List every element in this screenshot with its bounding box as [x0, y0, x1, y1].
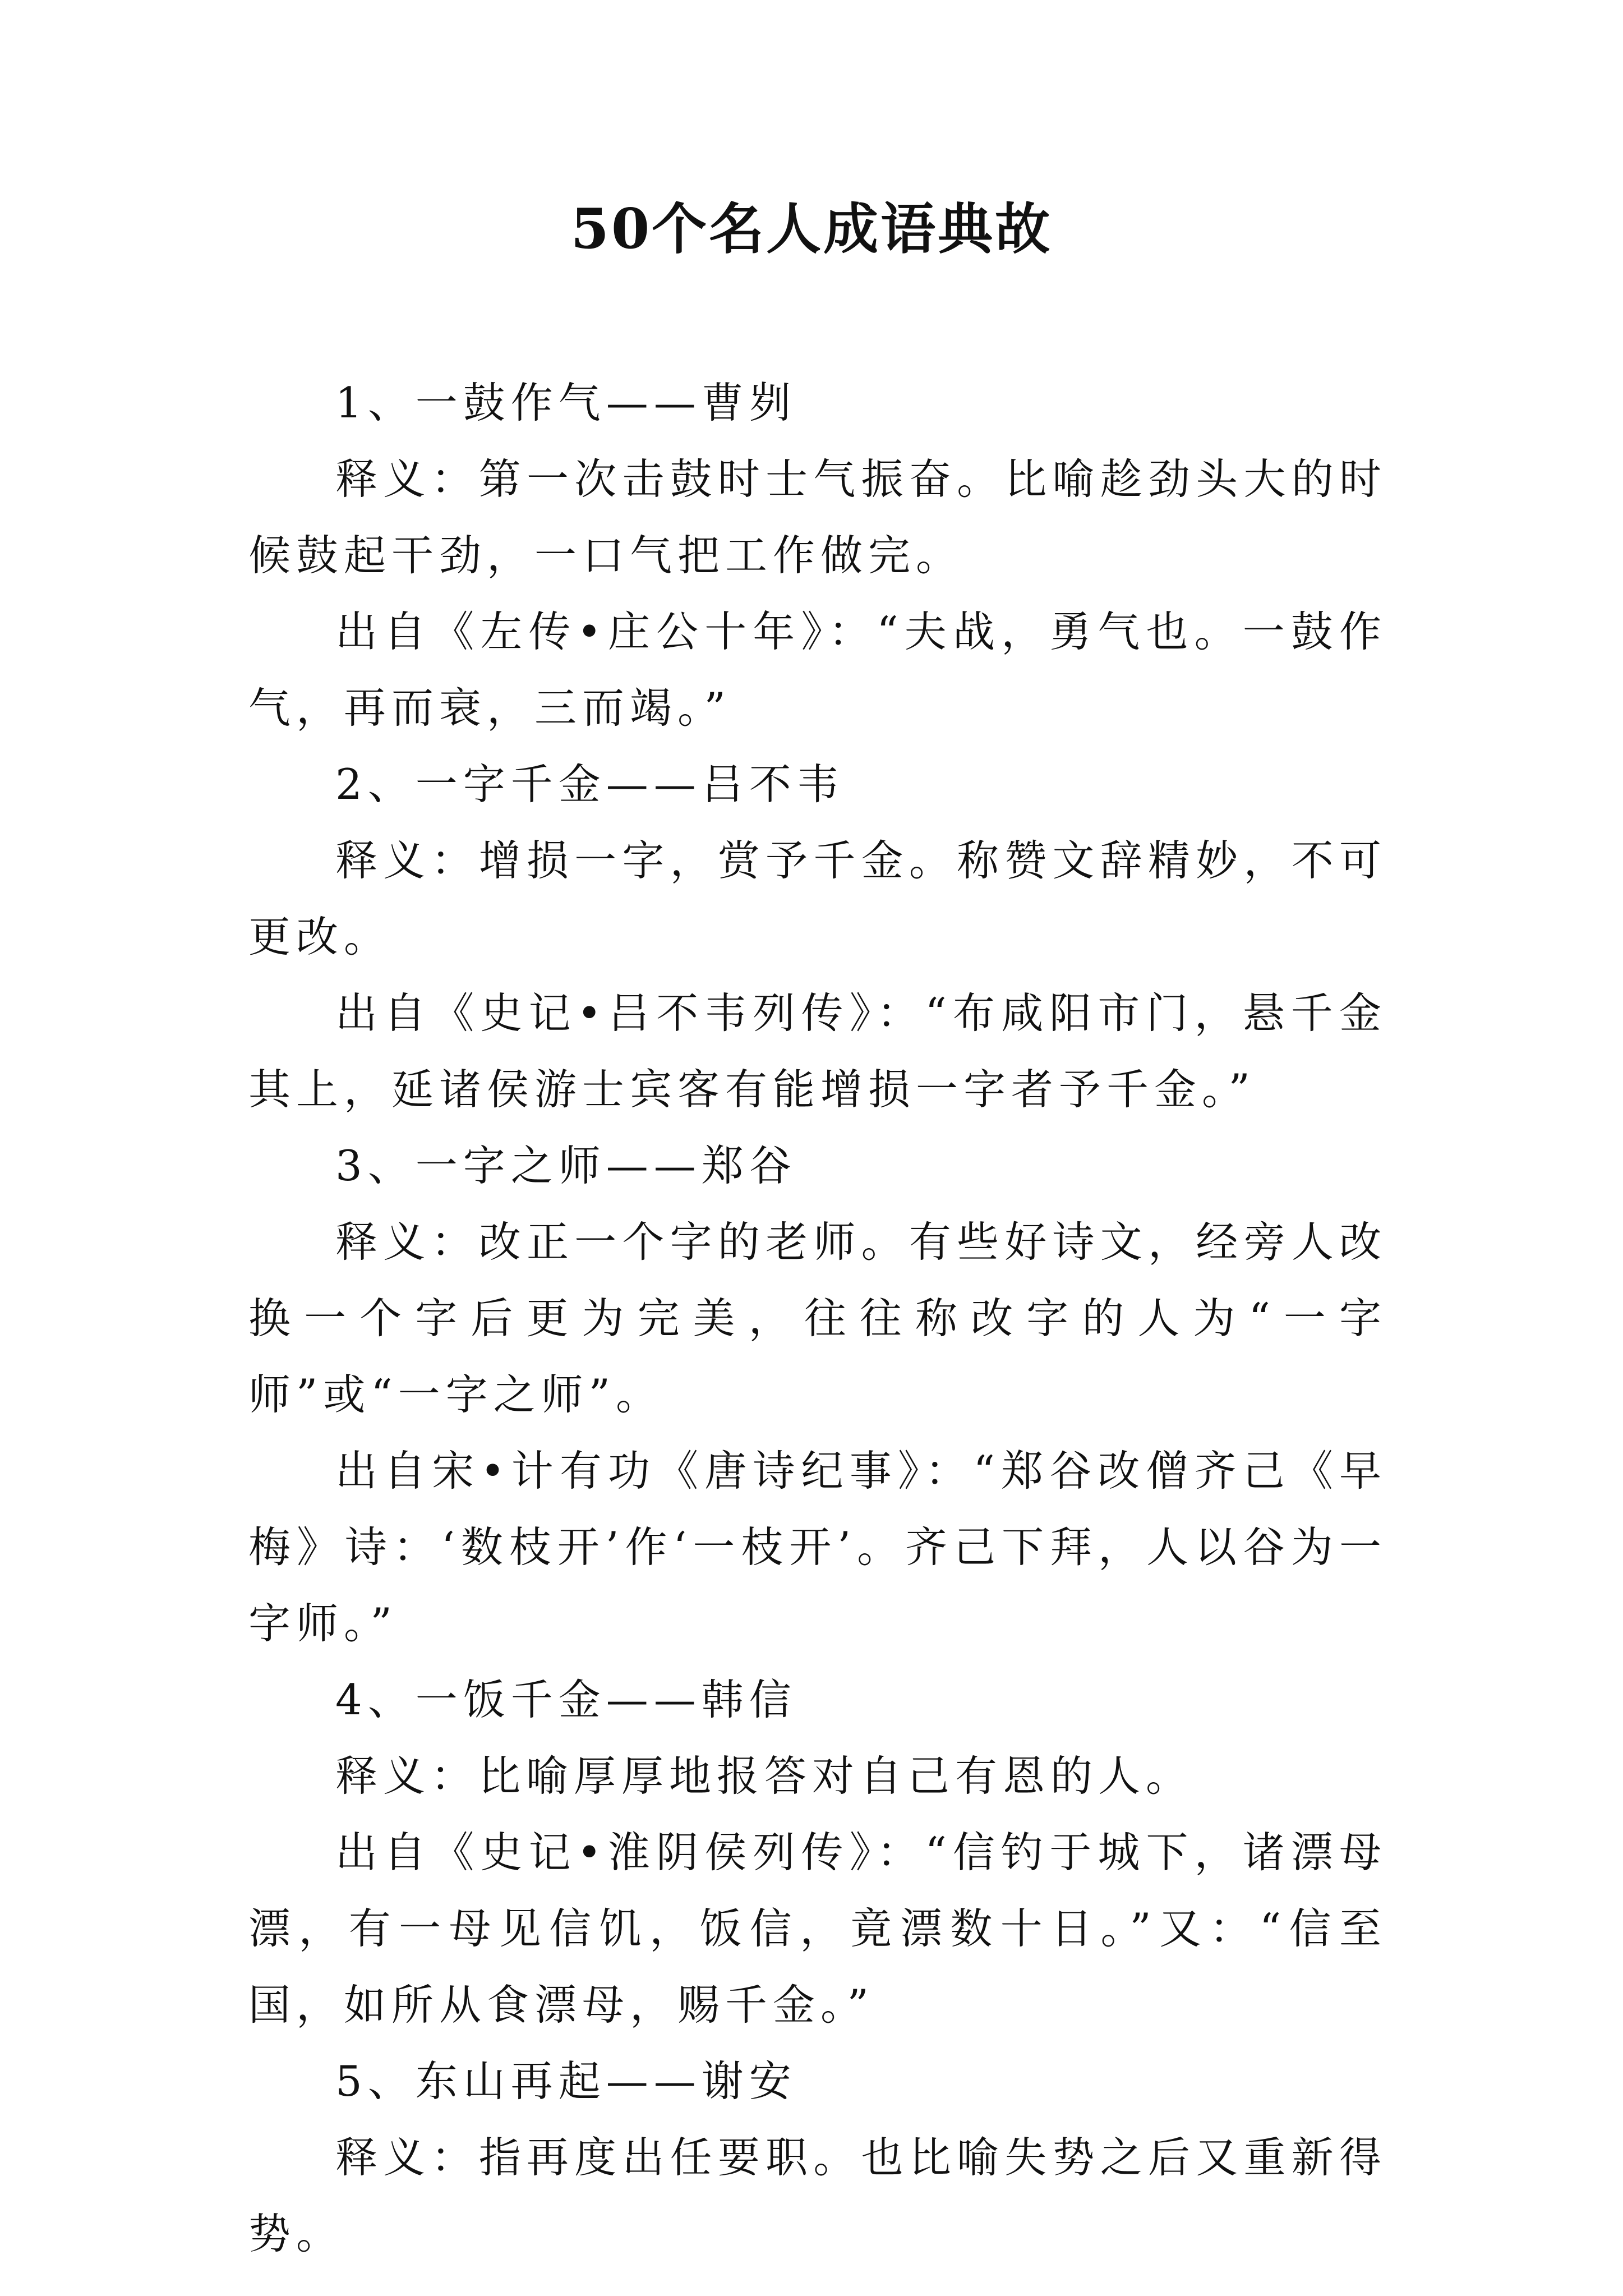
idiom-definition-1: 释义：第一次击鼓时士气振奋。比喻趁劲头大的时候鼓起干劲，一口气把工作做完。: [248, 454, 1387, 580]
idiom-heading-1: 1、一鼓作气——曹刿: [335, 378, 797, 427]
idiom-definition-4: 释义：比喻厚厚地报答对自己有恩的人。: [335, 1751, 1194, 1801]
idiom-definition-5: 释义：指再度出任要职。也比喻失势之后又重新得势。: [248, 2133, 1387, 2258]
idiom-source-3: 出自宋•计有功《唐诗纪事》：“郑谷改僧齐己《早梅》诗：‘数枝开’作‘一枝开’。齐己下拜，人以谷为一字师。”: [248, 1446, 1387, 1648]
idiom-heading-5: 5、东山再起——谢安: [335, 2056, 797, 2106]
idiom-heading-4: 4、一饭千金——韩信: [335, 1675, 797, 1724]
document-body: [248, 365, 1387, 2272]
idiom-definition-2: 释义：增损一字，赏予千金。称赞文辞精妙，不可更改。: [248, 836, 1387, 961]
idiom-definition-3: 释义：改正一个字的老师。有些好诗文，经旁人改换一个字后更为完美，往往称改字的人为“一字师”或“一字之师”。: [248, 1217, 1387, 1419]
document-title: 50个名人成语典故: [570, 197, 1053, 261]
idiom-heading-3: 3、一字之师——郑谷: [335, 1141, 797, 1190]
idiom-source-4: 出自《史记•淮阴侯列传》：“信钓于城下，诸漂母漂，有一母见信饥，饭信，竟漂数十日。”又：“信至国，如所从食漂母，赐千金。”: [248, 1828, 1387, 2030]
idiom-source-1: 出自《左传•庄公十年》：“夫战，勇气也。一鼓作气，再而衰，三而竭。”: [248, 607, 1387, 733]
idiom-heading-2: 2、一字千金——吕不韦: [335, 760, 845, 809]
idiom-source-2: 出自《史记•吕不韦列传》：“布咸阳市门，悬千金其上，延诸侯游士宾客有能增损一字者予千金。”: [248, 988, 1387, 1114]
